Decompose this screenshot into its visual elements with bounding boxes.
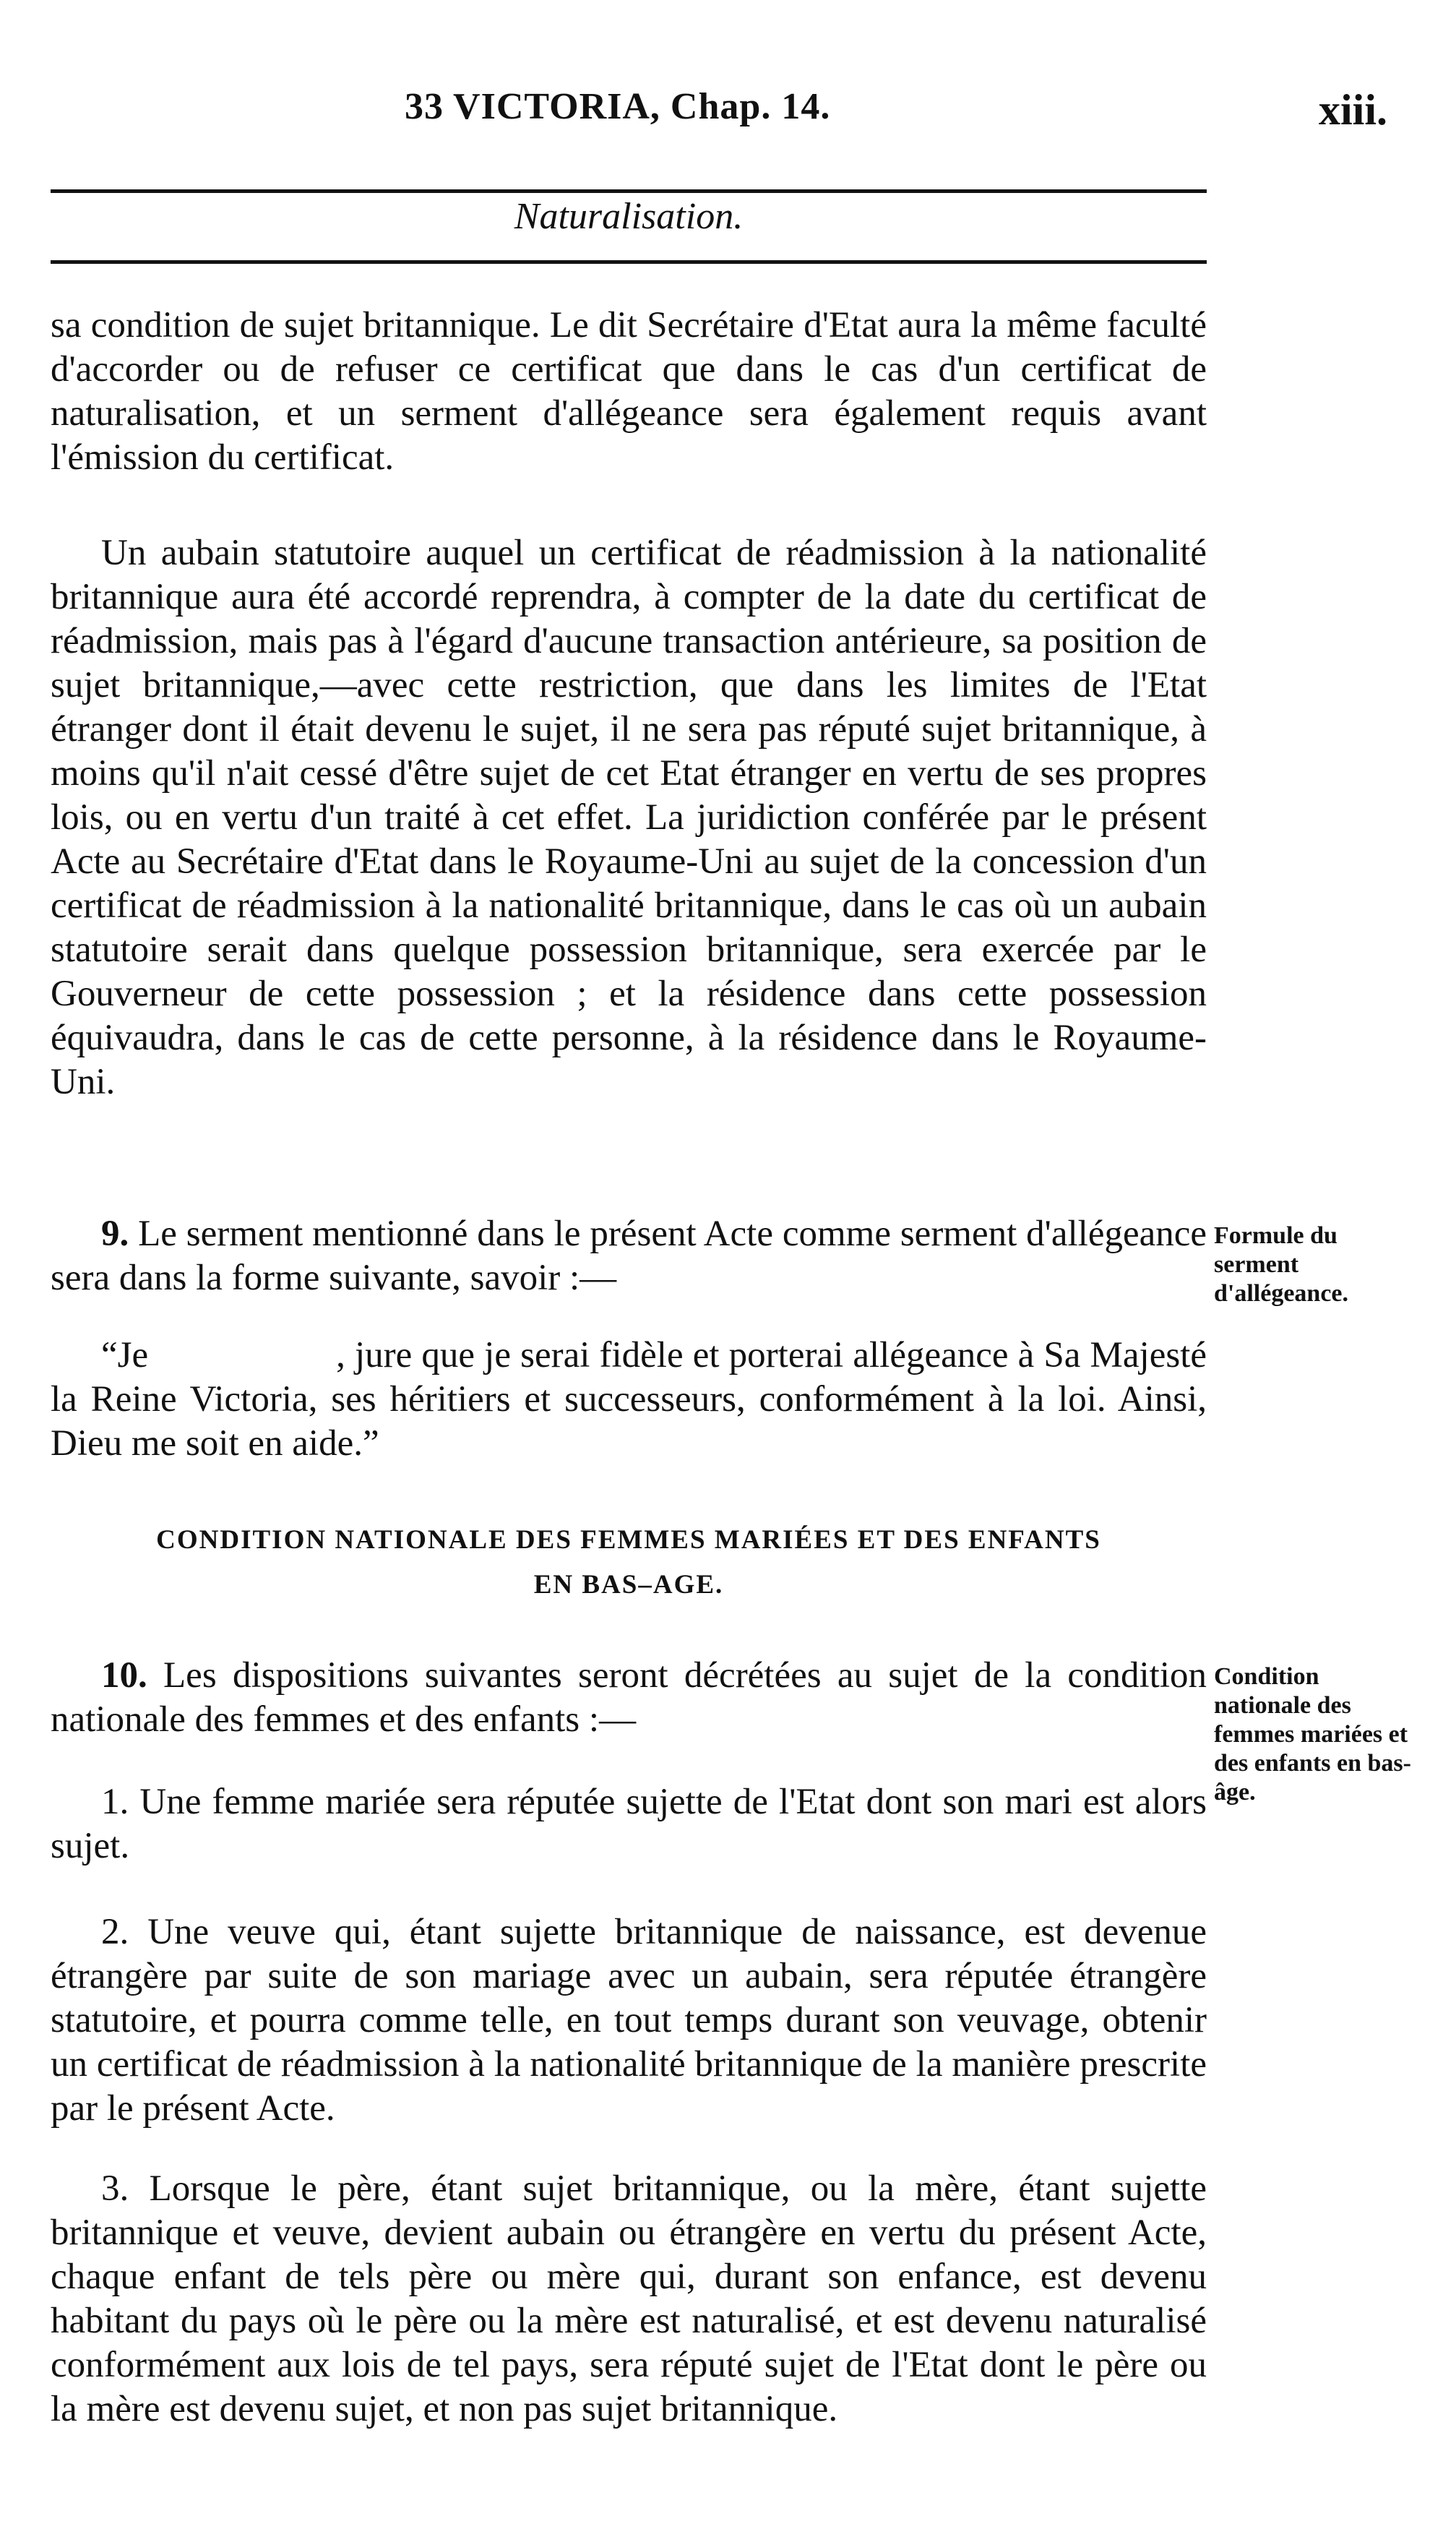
header-rule-bottom [51, 260, 1207, 264]
paragraph-readmission [51, 531, 1207, 1104]
page-number: xiii. [1319, 86, 1388, 134]
section-9-paragraph [51, 1212, 1207, 1300]
section-number: 9. [101, 1214, 129, 1254]
section-text: Les dispositions suivantes seront décrétées au sujet de la condition nationale des femmes et des enfants :— [51, 1655, 1207, 1740]
heading-line: CONDITION NATIONALE DES FEMMES MARIÉES ET DES ENFANTS [156, 1525, 1101, 1555]
section-10-paragraph [51, 1654, 1207, 1742]
heading-line: EN BAS–AGE. [533, 1570, 724, 1600]
item-text: 1. Une femme mariée sera réputée sujette de l'Etat dont son mari est alors sujet. [51, 1782, 1207, 1866]
item-2 [51, 1910, 1207, 2131]
oath-rest: , jure que je serai fidèle et porterai allégeance à Sa Majesté la Reine Victoria, ses héritiers et successeurs, conformément à la loi. Ainsi, Dieu me soit en aide.” [51, 1335, 1207, 1464]
paragraph-text: sa condition de sujet britannique. Le dit Secrétaire d'Etat aura la même faculté d'accorder ou de refuser ce certificat que dans le cas d'un certificat de naturalisation, et un serment d'allégeance sera également requis avant l'émission du certificat. [51, 305, 1207, 478]
item-3 [51, 2167, 1207, 2431]
section-10 [51, 1654, 1207, 1742]
running-title: 33 VICTORIA, Chap. 14. [405, 86, 831, 127]
section-text: Le serment mentionné dans le présent Acte comme serment d'allégeance sera dans la forme suivante, savoir :— [51, 1214, 1207, 1298]
paragraph-text: Un aubain statutoire auquel un certificat de réadmission à la nationalité britannique aura été accordé reprendra, à compter de la date du certificat de réadmission, mais pas à l'égard d'aucune transaction antérieure, sa position de sujet britannique,—avec cette restriction, que dans les limites de l'Etat étranger dont il était devenu le sujet, il ne sera pas réputé sujet britannique, à moins qu'il n'ait cessé d'être sujet de cet Etat étranger en vertu de ses propres lois, ou en vertu d'un traité à cet effet. La juridiction conférée par le présent Acte au Secrétaire d'Etat dans le Royaume-Uni au sujet de la concession d'un certificat de réadmission à la nationalité britannique, dans le cas où un aubain statutoire serait dans quelque possession britannique, sera exercée par le Gouverneur de cette possession ; et la résidence dans cette possession équivaudra, dans le cas de cette personne, à la résidence dans le Royaume-Uni. [51, 533, 1207, 1102]
oath-open: “Je [101, 1335, 149, 1375]
section-number: 10. [101, 1655, 147, 1696]
paragraph-continuation [51, 304, 1207, 480]
margin-note-condition: Condition nationale des femmes mariées et des enfants en bas-âge. [1214, 1663, 1411, 1806]
section-9 [51, 1212, 1207, 1300]
oath-paragraph [51, 1334, 1207, 1466]
section-heading [51, 1518, 1207, 1607]
margin-note-oath: Formule du serment d'allégeance. [1214, 1222, 1349, 1307]
header-rule-top [51, 189, 1207, 193]
item-1 [51, 1780, 1207, 1868]
item-text: 2. Une veuve qui, étant sujette britannique de naissance, est devenue étrangère par suite de son mariage avec un aubain, sera réputée étrangère statutoire, et pourra comme telle, en tout temps durant son veuvage, obtenir un certificat de réadmission à la nationalité britannique de la manière prescrite par le présent Acte. [51, 1912, 1207, 2129]
page-subtitle: Naturalisation. [514, 196, 744, 237]
oath-text [51, 1334, 1207, 1466]
item-text: 3. Lorsque le père, étant sujet britannique, ou la mère, étant sujette britannique et veuve, devient aubain ou étrangère en vertu du présent Acte, chaque enfant de tels père ou mère qui, durant son enfance, est devenu habitant du pays où le père ou la mère est naturalisé, et est devenu naturalisé conformément aux lois de tel pays, sera réputé sujet de l'Etat dont le père ou la mère est devenu sujet, et non pas sujet britannique. [51, 2168, 1207, 2429]
